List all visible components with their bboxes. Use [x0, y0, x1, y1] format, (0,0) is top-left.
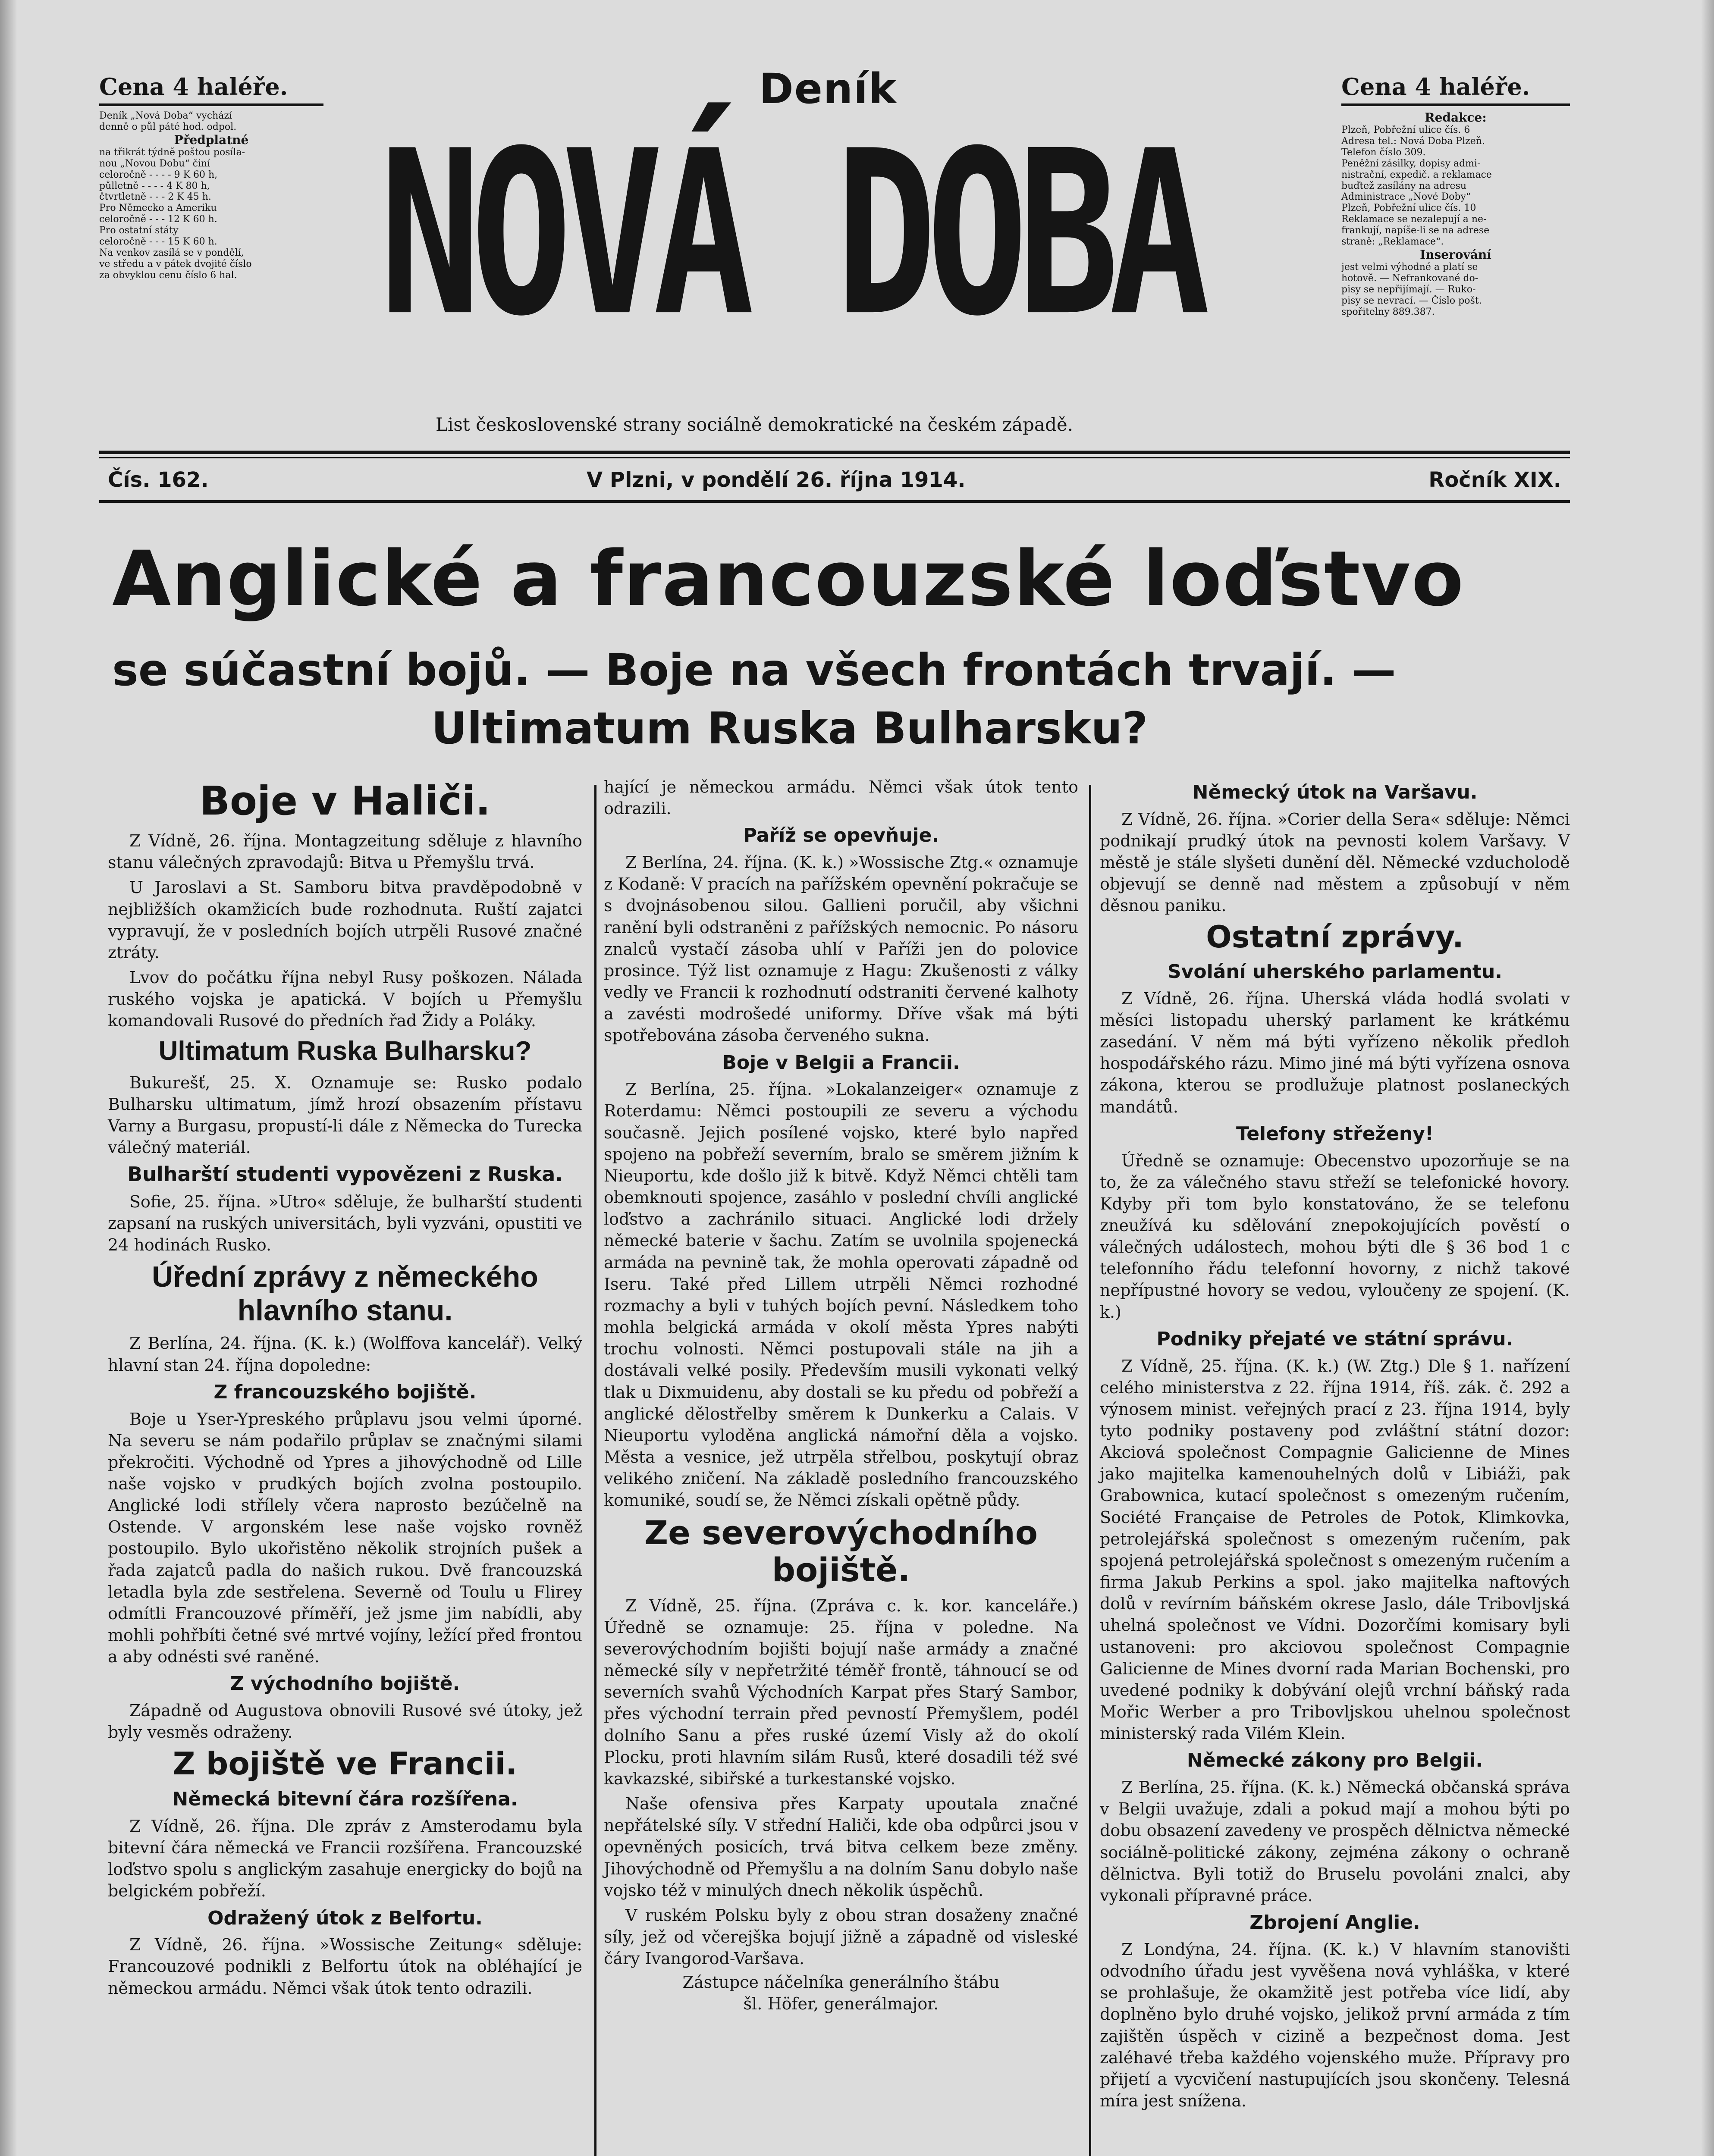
paragraph: Z Vídně, 26. října. »Corier della Sera« sděluje: Němci podnikají prudký útok na pevnosti kolem Varšavy. V městě je stále slyšeti dunění děl. Německé vzducholodě objevují se denně nad městem a způsobují v něm děsnou paniku. — [1100, 809, 1570, 915]
ads-line: hotově. — Nefrankované do- — [1341, 273, 1479, 284]
rule-bottom — [99, 500, 1570, 503]
price-left: Cena 4 haléře. — [99, 73, 323, 106]
editorial-line: Peněžní zásilky, dopisy admi- — [1341, 158, 1481, 169]
subscription-line: Pro Německo a Ameriku — [99, 203, 217, 214]
paragraph: Z Londýna, 24. října. (K. k.) V hlavním stanovišti odvodního úřadu jest vyvěšena nová vyhláška, v které se prohlašuje, že okamžitě jest potřeba více lidí, aby doplněno bylo druhé vojsko, jelikož první armáda z tím zajištěn úspěch v cizině a bezpečnost doma. Jest zaléhavé třeba každého vojenského muže. Přípravy pro přijetí a vycvičení nastupujících jsou skončeny. Telesná míra jest snížena. — [1100, 1940, 1570, 2110]
paragraph: Z Vídně, 25. října. (K. k.) (W. Ztg.) Dle § 1. nařízení celého ministerstva z 22. října 1914, říš. zák. č. 292 a výnosem minist. veřejných prací z 23. října 1914, byly tyto podniky postaveny pod zvláštní státní dozor: Akciová společnost Compagnie Galicienne de Mines jako majitelka kamenouhelných dolů v Libiáži, pak Grabownica, kutací společnost s omezeným ručením, Société Française de Petroles de Potok, Klimkovka, petrolejářská společnost s omezeným ručením, pak spojená petrolejářská společnost s omezeným ručením a firma Jakub Perkins a spol. jako majitelka naftových dolů v revírním báňském okrese Jaslo, dále Tribovljská uhelná společnost ve Vídni. Dozorčími komisary byli ustanoveni: pro akciovou společnost Compagnie Galicienne de Mines dvorní rada Marian Bochenski, pro uvedené podniky k dobývání olejů vrchní báňský rada Mořic Werber a pro Tribovljskou uhelnou společnost ministerský rada Vilém Klein. — [1100, 1356, 1570, 1743]
headline-line-3: Ultimatum Ruska Bulharsku? — [431, 703, 1148, 754]
heading-eastern-front: Z východního bojiště. — [230, 1673, 460, 1695]
heading-battle-line: Německá bitevní čára rozšířena. — [172, 1788, 518, 1811]
editorial-line: frankují, napíše-li se na adrese — [1341, 225, 1490, 236]
paragraph: Z Berlína, 25. října. »Lokalanzeiger« oznamuje z Roterdamu: Němci postoupili ze severu a východu současně. Jejich posílené vojsko, které bylo napřed spojeno na pobřeží severním, bralo se směrem jižním k Nieuportu, kde došlo již k bitvě. Když Němci chtěli tam obemknouti spojence, zasáhlo v poslední chvíli anglické loďstvo a zachránilo situaci. Anglické lodi držely německé baterie v šachu. Zatím se uvolnila spojenecká armáda na pevnině tak, že mohla operovati západně od Iseru. Také před Lillem utrpěli Němci rozhodné rozmachy a byli v tuhých bojích pevní. Následkem toho mohla belgická armáda v okolí města Ypres nabýti trochu volnosti. Němci postupovali stále na jih a dostávali velké posily. Především musili vykonati velký tlak u Dixmuidenu, aby dostali se ku předu od pobřeží a anglické dělostřelby směrem k Dunkerku a Calais. V Nieuportu vyloděna anglická námořní děla a vojsko. Města a vesnice, jež utrpěla střelbou, poskytují obraz velikého zničení. Na základě posledního francouzského komuniké, soudí se, že Němci získali opětně půdy. — [604, 1080, 1078, 1510]
paragraph: Bukurešť, 25. X. Oznamuje se: Rusko podalo Bulharsku ultimatum, jímž hrozí obsazením přístavu Varny a Burgasu, propustí-li dále z Německa do Turecka válečný materiál. — [108, 1073, 582, 1157]
column-rule-2 — [1089, 785, 1091, 2156]
page-edge-shadow — [1701, 0, 1714, 2156]
subscription-line: celoročně - - - 15 K 60 h. — [99, 236, 217, 248]
paragraph: Boje u Yser-Ypreského průplavu jsou velmi úporné. Na severu se nám podařilo průplav se značnými silami překročiti. Východně od Ypres a jihovýchodně od Lille naše vojsko v prudkých bojích zvolna postoupilo. Anglické lodi střílely včera naprosto bezúčelně na Ostende. V argonském lese naše vojsko rovněž postoupilo. Bylo ukořistěno několik strojních pušek a řada zajatců padla do našich rukou. Dvě francouzská letadla byla zde sestřelena. Severně od Toulu u Flirey odmítli Francouzové příměří, jež jsme jim nabídli, aby mohli pohřbíti četné své mrtvé vojíny, ležící před frontou a aby odnésti své raněné. — [108, 1409, 582, 1667]
subscription-line: celoročně - - - 12 K 60 h. — [99, 214, 217, 225]
intro-line: denně o půl páté hod. odpol. — [99, 121, 237, 132]
subscription-line: ve středu a v pátek dvojité číslo — [99, 259, 252, 270]
intro-line: Deník „Nová Doba“ vychází — [99, 110, 232, 121]
editorial-line: straně: „Reklamace“. — [1341, 236, 1444, 248]
paragraph: U Jaroslavi a St. Samboru bitva pravděpodobně v nejbližších okamžicích bude rozhodnuta. Ruští zajatci vypravují, že v posledních bojích utrpěli Rusové značné ztráty. — [108, 878, 582, 962]
heading-england: Zbrojení Anglie. — [1249, 1912, 1420, 1934]
issue-volume: Ročník XIX. — [1428, 468, 1561, 492]
subscription-line: celoročně - - - - 9 K 60 h, — [99, 169, 218, 180]
editorial-line: Telefon číslo 309. — [1341, 147, 1426, 158]
heading-france-battlefield: Z bojiště ve Francii. — [173, 1745, 518, 1782]
editorial-line: Plzeň, Pobřežní ulice čís. 10 — [1341, 203, 1476, 214]
headline-line-1: Anglické a francouzské loďstvo — [112, 535, 1465, 623]
editorial-line: Adresa tel.: Nová Doba Plzeň. — [1341, 135, 1485, 147]
heading-parliament: Svolání uherského parlamentu. — [1167, 960, 1502, 983]
subscription-line: za obvyklou cenu číslo 6 hal. — [99, 270, 237, 281]
issue-date: V Plzni, v pondělí 26. října 1914. — [587, 468, 966, 492]
heading-northeast: Ze severovýchodního bojiště. — [644, 1514, 1038, 1589]
paragraph: Z Vídně, 25. října. (Zpráva c. k. kor. kanceláře.) Úředně se oznamuje: 25. října v poledne. Na severovýchodním bojišti bojují naše armády a značné německé síly v nepřetržité téměř frontě, táhnoucí se od severních svahů Východních Karpat přes Starý Sambor, přes východní terrain před pevností Přemyšlem, podél dolního Sanu a přes ruské území Visly až do okolí Plocku, proti hlavním silám Rusů, které dosadili též své kavkazské, sibiřské a turkestanské vojsko. — [604, 1596, 1078, 1788]
ads-line: spořitelny 889.387. — [1341, 307, 1435, 318]
paragraph: Z Vídně, 26. října. Uherská vláda hodlá svolati v měsíci listopadu uherský parlament ke krátkému zasedání. V něm má býti vyřízeno několik předloh hospodářského rázu. Mimo jiné má býti vyřízena osnova zákona, kterou se prodlužuje platnost poslaneckých mandátů. — [1100, 989, 1570, 1116]
heading-state-admin: Podniky přejaté ve státní správu. — [1156, 1328, 1513, 1350]
column-3 — [1100, 776, 1570, 2115]
editorial-label: Redakce: — [1425, 110, 1487, 125]
heading-students: Bulharští studenti vypovězeni z Ruska. — [127, 1163, 563, 1186]
headline-line-2: se súčastní bojů. — Boje na všech frontách trvají. — — [112, 645, 1396, 696]
column-rule-1 — [594, 785, 596, 2156]
editorial-line: buďtež zasílány na adresu — [1341, 180, 1467, 191]
paragraph: Lvov do počátku října nebyl Rusy poškozen. Nálada ruského vojska je apatická. V bojích u Přemyšlu komandovali Rusové do předních řad Židy a Poláky. — [108, 968, 582, 1031]
paragraph: Z Berlína, 24. října. (K. k.) »Wossische Ztg.« oznamuje z Kodaně: V pracích na pařížském opevnění pokračuje se s dvojnásobenou silou. Gallieni poručil, aby všichni ranění byli odstraněni z pařížských nemocnic. Po násoru znalců vystačí zásoba uhlí v Paříži jen do polovice prosince. Týž list oznamuje z Hagu: Zkušenosti z války vedly ve Francii k rozhodnutí odstraniti červené kalhoty a zavésti modrošedé uniformy. Dříve však má býti spotřebována zásoba červeného sukna. — [604, 853, 1078, 1045]
subscription-line: Pro ostatní státy — [99, 225, 179, 236]
paragraph: Západně od Augustova obnovili Rusové své útoky, jež byly vesměs odraženy. — [108, 1701, 582, 1742]
paragraph: Z Berlína, 25. října. (K. k.) Německá občanská správa v Belgii uvažuje, zdali a pokud mají a mohou býti po dobu obsazení zavedeny ve prospěch dělnictva německé sociálně-politické zákony, zejména zákony o ochraně dělnictva. Byli totiž do Bruselu povoláni znalci, aby vykonali přípravné práce. — [1100, 1778, 1570, 1905]
heading-other-news: Ostatní zprávy. — [1206, 919, 1464, 955]
heading-belgian-laws: Německé zákony pro Belgii. — [1187, 1749, 1483, 1772]
denik-word: Deník — [759, 65, 897, 113]
subscription-line: nou „Novou Dobu“ činí — [99, 158, 210, 169]
heading-galicia: Boje v Haliči. — [199, 778, 491, 824]
heading-ultimatum: Ultimatum Ruska Bulharsku? — [158, 1036, 532, 1066]
editorial-line: Plzeň, Pobřežní ulice čís. 6 — [1341, 124, 1470, 135]
issue-bar — [99, 468, 1570, 498]
ads-line: jest velmi výhodné a platí se — [1341, 262, 1478, 273]
heading-french-front: Z francouzského bojiště. — [213, 1381, 477, 1403]
paragraph: Z Vídně, 26. října. Dle zpráv z Amsterodamu byla bitevní čára německá ve Francii rozšířena. Francouzské loďstvo spolu s anglickým zasahuje energicky do bojů na belgickém pobřeží. — [108, 1816, 582, 1901]
ads-label: Inserování — [1420, 248, 1491, 262]
column-2 — [604, 776, 1078, 2016]
paragraph-continued: hající je německou armádu. Němci však útok tento odrazili. — [604, 777, 1078, 818]
paragraph: Úředně se oznamuje: Obecenstvo upozorňuje se na to, že za válečného stavu střeží se telefonické hovory. Kdyby při tom bylo konstatováno, že se telefonu zneužívá ku sdělování znepokojujících pověstí o válečných událostech, mohou býti dle § 36 bod 1 c telefonního řádu telefonní hovorny, z nichž takové nepřípustné hovory se vedou, vyloučeny ze spojení. (K. k.) — [1100, 1151, 1570, 1322]
newspaper-subtitle: List československé strany sociálně demokratické na českém západě. — [436, 414, 1074, 435]
column-1 — [108, 776, 582, 2002]
editorial-line: Administrace „Nové Doby“ — [1341, 191, 1471, 203]
masthead-right-box — [1341, 73, 1570, 318]
paragraph: Z Vídně, 26. října. Montagzeitung sděluje z hlavního stanu válečných zpravodajů: Bitva u Přemyšlu trvá. — [108, 831, 582, 872]
ads-line: pisy se nevrací. — Číslo pošt. — [1341, 295, 1482, 307]
editorial-line: Reklamace se nezalepují a ne- — [1341, 214, 1487, 225]
paragraph: Naše ofensiva přes Karpaty upoutala značné nepřátelské síly. V střední Haliči, kde oba odpůrci jsou v opevněných posicích, trvá bitva celkem beze změny. Jihovýchodně od Přemyšlu a na dolním Sanu dobylo naše vojsko též v minulých dnech několik úspěchů. — [604, 1794, 1078, 1900]
subscription-line: na třikrát týdně poštou posíla- — [99, 147, 245, 158]
paragraph: Sofie, 25. října. »Utro« sděluje, že bulharští studenti zapsaní na ruských universitách, byli vyzváni, opustiti ve 24 hodinách Rusko. — [108, 1192, 582, 1254]
heading-phones: Telefony střeženy! — [1236, 1122, 1434, 1145]
ads-line: pisy se nepřijímají. — Ruko- — [1341, 284, 1476, 295]
price-right: Cena 4 haléře. — [1341, 73, 1570, 106]
paragraph: Z Vídně, 26. října. »Wossische Zeitung« sděluje: Francouzové podnikli z Belfortu útok na obléhající je německou armádu. Němci však útok tento odrazili. — [108, 1935, 582, 1998]
paragraph: V ruském Polsku byly z obou stran dosaženy značné síly, jež od včerejška bojují jižně a západně od visleské čáry Ivangorod-Varšava. — [604, 1905, 1078, 1968]
subscription-line: půlletně - - - - 4 K 80 h, — [99, 180, 210, 191]
issue-number: Čís. 162. — [108, 468, 209, 492]
rule-top-thin — [99, 457, 1570, 458]
subscription-line: Na venkov zasílá se v pondělí, — [99, 248, 244, 259]
rule-top — [99, 451, 1570, 454]
editorial-line: nistrační, expedič. a reklamace — [1341, 169, 1492, 180]
page-fold-shadow — [0, 0, 17, 2156]
heading-paris: Paříž se opevňuje. — [743, 824, 939, 847]
masthead-left-box — [99, 73, 323, 281]
heading-official-reports: Úřední zprávy z německého hlavního stanu. — [152, 1260, 538, 1327]
heading-belfort: Odražený útok z Belfortu. — [207, 1907, 483, 1929]
subscription-line: čtvrtletně - - - 2 K 45 h. — [99, 191, 211, 203]
signature-line: Zástupce náčelníka generálního štábu — [682, 1973, 1000, 1992]
newspaper-title: NOVÁ DOBA — [380, 102, 1200, 366]
heading-belgium: Boje v Belgii a Francii. — [722, 1051, 960, 1074]
paragraph: Z Berlína, 24. října. (K. k.) (Wolffova kancelář). Velký hlavní stan 24. října dopoledne: — [108, 1334, 582, 1375]
heading-warsaw: Německý útok na Varšavu. — [1192, 781, 1478, 803]
subscription-label: Předplatné — [174, 132, 249, 147]
signature-line: šl. Höfer, generálmajor. — [743, 1994, 939, 2014]
